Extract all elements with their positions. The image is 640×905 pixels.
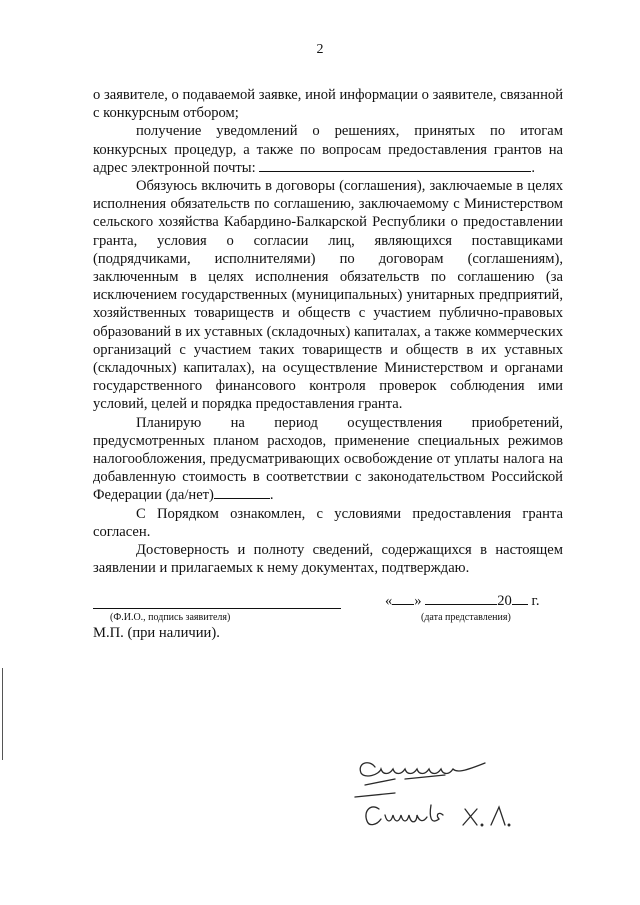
day-blank <box>392 592 414 605</box>
applicant-signature-line <box>93 608 341 609</box>
stamp-line: М.П. (при наличии). <box>93 625 220 641</box>
month-blank <box>425 592 497 605</box>
applicant-caption: (Ф.И.О., подпись заявителя) <box>110 612 231 623</box>
document-body <box>93 86 563 577</box>
date-caption: (дата представления) <box>421 612 511 623</box>
handwritten-signature <box>335 745 525 840</box>
email-blank <box>259 159 531 172</box>
paragraph-procedure-agreement: С Порядком ознакомлен, с условиями предоставления гранта согласен. <box>93 505 563 540</box>
yes-no-blank <box>214 486 270 499</box>
date-field: « » 20 г. <box>385 593 540 609</box>
paragraph-confirmation: Достоверность и полноту сведений, содержащихся в настоящем заявлении и прилагаемых к нему документах, подтверждаю. <box>93 542 563 577</box>
paragraph-tax-regime: Планирую на период осуществления приобретений, предусмотренных планом расходов, применение специальных режимов налогообложения, предусматривающих освобождение от уплаты налога на добавленную стоимость в соответствии с законодательством Российской Федерации (да/нет) . <box>93 414 563 504</box>
paragraph-applicant-info: о заявителе, о подаваемой заявке, иной информации о заявителе, связанной с конкурсным отбором; <box>93 87 563 122</box>
page-number: 2 <box>316 42 324 57</box>
scan-margin-line <box>2 668 3 760</box>
year-blank <box>512 592 528 605</box>
paragraph-obligations: Обязуюсь включить в договоры (соглашения), заключаемые в целях исполнения обязательств по соглашению, заключаемому с Министерством сельского хозяйства Кабардино-Балкарской Республики о предоставлении гранта, условия о согласии лиц, являющихся поставщиками (подрядчиками, исполнителями) по договорам (соглашениям), заключенным в целях исполнения обязательств по соглашению (за исключением государственных (муниципальных) унитарных предприятий, хозяйственных товариществ и обществ с участием публично-правовых образований в их уставных (складочных) капиталах, а также коммерческих организаций с участием таких товариществ и обществ в их уставных (складочных) капиталах), на осуществление Министерством и органами государственного финансового контроля проверок соблюдения ими условий, целей и порядка предоставления гранта. <box>93 178 563 413</box>
paragraph-notifications: получение уведомлений о решениях, принятых по итогам конкурсных процедур, а также по вопросам предоставления грантов на адрес электронной почты: . <box>93 123 563 176</box>
